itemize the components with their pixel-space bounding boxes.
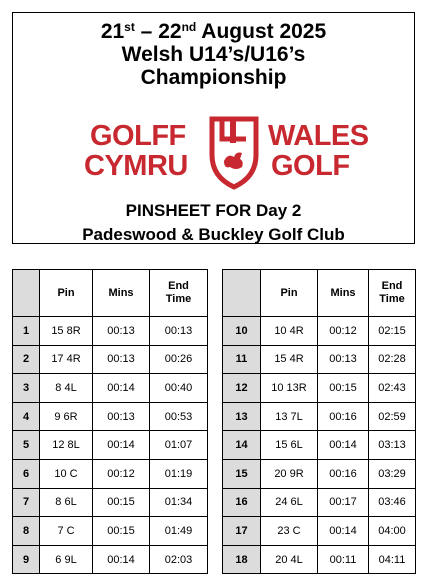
pin-table-back-nine: [222, 269, 416, 574]
table-row: [223, 488, 416, 517]
logo-word: WALES: [268, 120, 369, 152]
mins-cell: 00:13: [318, 345, 369, 374]
end-time-cell: 00:26: [150, 345, 208, 374]
pin-position-cell: 23 C: [261, 517, 318, 546]
end-time-cell: 01:49: [150, 517, 208, 546]
table-row: [223, 459, 416, 488]
mins-cell: 00:13: [93, 402, 150, 431]
hole-number-cell: 14: [223, 431, 261, 460]
hole-number-cell: 15: [223, 459, 261, 488]
pinsheet-day-title: PINSHEET FOR Day 2: [125, 201, 302, 220]
table-row: [223, 517, 416, 546]
hole-number-cell: 11: [223, 345, 261, 374]
mins-cell: 00:12: [318, 317, 369, 346]
pin-table-front-nine: [12, 269, 208, 574]
hole-number-cell: 2: [13, 345, 40, 374]
end-time-cell: 00:40: [150, 374, 208, 403]
mins-cell: 00:13: [93, 317, 150, 346]
mins-cell: 00:14: [318, 517, 369, 546]
pin-position-cell: 15 8R: [40, 317, 93, 346]
pin-column-header: Pin: [40, 270, 93, 317]
hole-number-cell: 9: [13, 545, 40, 574]
table-row: [13, 517, 208, 546]
pin-position-cell: 9 6R: [40, 402, 93, 431]
pin-position-cell: 15 4R: [261, 345, 318, 374]
end-time-cell: 02:15: [369, 317, 416, 346]
end-time-cell: 03:13: [369, 431, 416, 460]
mins-column-header: Mins: [318, 270, 369, 317]
end-time-cell: 01:07: [150, 431, 208, 460]
table-row: [13, 345, 208, 374]
table-row: [13, 374, 208, 403]
end-time-cell: 02:28: [369, 345, 416, 374]
end-time-cell: 04:00: [369, 517, 416, 546]
logo-word: GOLF: [271, 150, 350, 182]
pin-position-cell: 20 4L: [261, 545, 318, 574]
mins-cell: 00:15: [318, 374, 369, 403]
end-time-cell: 01:19: [150, 459, 208, 488]
hole-number-cell: 10: [223, 317, 261, 346]
end-time-cell: 00:13: [150, 317, 208, 346]
hole-number-cell: 5: [13, 431, 40, 460]
pin-position-cell: 10 C: [40, 459, 93, 488]
end-time-cell: 04:11: [369, 545, 416, 574]
mins-cell: 00:15: [93, 517, 150, 546]
event-title-line: Welsh U14’s/U16’s: [121, 43, 306, 66]
event-dates: 21st – 22nd August 2025: [100, 20, 327, 43]
mins-cell: 00:14: [93, 431, 150, 460]
table-row: [223, 545, 416, 574]
pin-position-cell: 8 6L: [40, 488, 93, 517]
end-time-cell: 01:34: [150, 488, 208, 517]
end-time-column-header: End Time: [369, 270, 416, 317]
hole-number-cell: 16: [223, 488, 261, 517]
table-row: [13, 317, 208, 346]
hole-column-header: [13, 270, 40, 317]
pin-position-cell: 17 4R: [40, 345, 93, 374]
pin-position-cell: 8 4L: [40, 374, 93, 403]
table-row: [223, 402, 416, 431]
pin-position-cell: 10 13R: [261, 374, 318, 403]
end-time-cell: 03:29: [369, 459, 416, 488]
table-row: [13, 488, 208, 517]
pin-position-cell: 20 9R: [261, 459, 318, 488]
pin-position-cell: 15 6L: [261, 431, 318, 460]
mins-column-header: Mins: [93, 270, 150, 317]
table-row: [13, 402, 208, 431]
pin-position-cell: 13 7L: [261, 402, 318, 431]
venue-name: Padeswood & Buckley Golf Club: [82, 225, 345, 244]
mins-cell: 00:16: [318, 459, 369, 488]
table-header-row: [223, 270, 416, 317]
hole-number-cell: 3: [13, 374, 40, 403]
logo-word: GOLFF: [90, 120, 186, 152]
pin-position-cell: 24 6L: [261, 488, 318, 517]
table-row: [13, 545, 208, 574]
mins-cell: 00:14: [318, 431, 369, 460]
end-time-cell: 02:43: [369, 374, 416, 403]
mins-cell: 00:14: [93, 374, 150, 403]
logo-word: CYMRU: [84, 150, 188, 182]
hole-number-cell: 6: [13, 459, 40, 488]
golf-wales-logo: [84, 115, 369, 191]
hole-number-cell: 4: [13, 402, 40, 431]
table-header-row: [13, 270, 208, 317]
mins-cell: 00:15: [93, 488, 150, 517]
header-box: [12, 12, 415, 244]
hole-number-cell: 7: [13, 488, 40, 517]
mins-cell: 00:12: [93, 459, 150, 488]
pin-position-cell: 12 8L: [40, 431, 93, 460]
mins-cell: 00:14: [93, 545, 150, 574]
table-row: [223, 345, 416, 374]
hole-number-cell: 18: [223, 545, 261, 574]
mins-cell: 00:16: [318, 402, 369, 431]
hole-number-cell: 1: [13, 317, 40, 346]
end-time-cell: 02:59: [369, 402, 416, 431]
mins-cell: 00:11: [318, 545, 369, 574]
mins-cell: 00:17: [318, 488, 369, 517]
pin-position-cell: 6 9L: [40, 545, 93, 574]
table-row: [13, 431, 208, 460]
mins-cell: 00:13: [93, 345, 150, 374]
table-row: [13, 459, 208, 488]
end-time-column-header: End Time: [150, 270, 208, 317]
shield-flag-icon: [206, 115, 262, 191]
hole-number-cell: 17: [223, 517, 261, 546]
hole-number-cell: 13: [223, 402, 261, 431]
hole-column-header: [223, 270, 261, 317]
hole-number-cell: 12: [223, 374, 261, 403]
pin-position-cell: 10 4R: [261, 317, 318, 346]
table-row: [223, 317, 416, 346]
hole-number-cell: 8: [13, 517, 40, 546]
pin-position-cell: 7 C: [40, 517, 93, 546]
end-time-cell: 02:03: [150, 545, 208, 574]
table-row: [223, 431, 416, 460]
pin-column-header: Pin: [261, 270, 318, 317]
end-time-cell: 03:46: [369, 488, 416, 517]
event-title-line-2: Championship: [140, 66, 287, 89]
table-row: [223, 374, 416, 403]
end-time-cell: 00:53: [150, 402, 208, 431]
